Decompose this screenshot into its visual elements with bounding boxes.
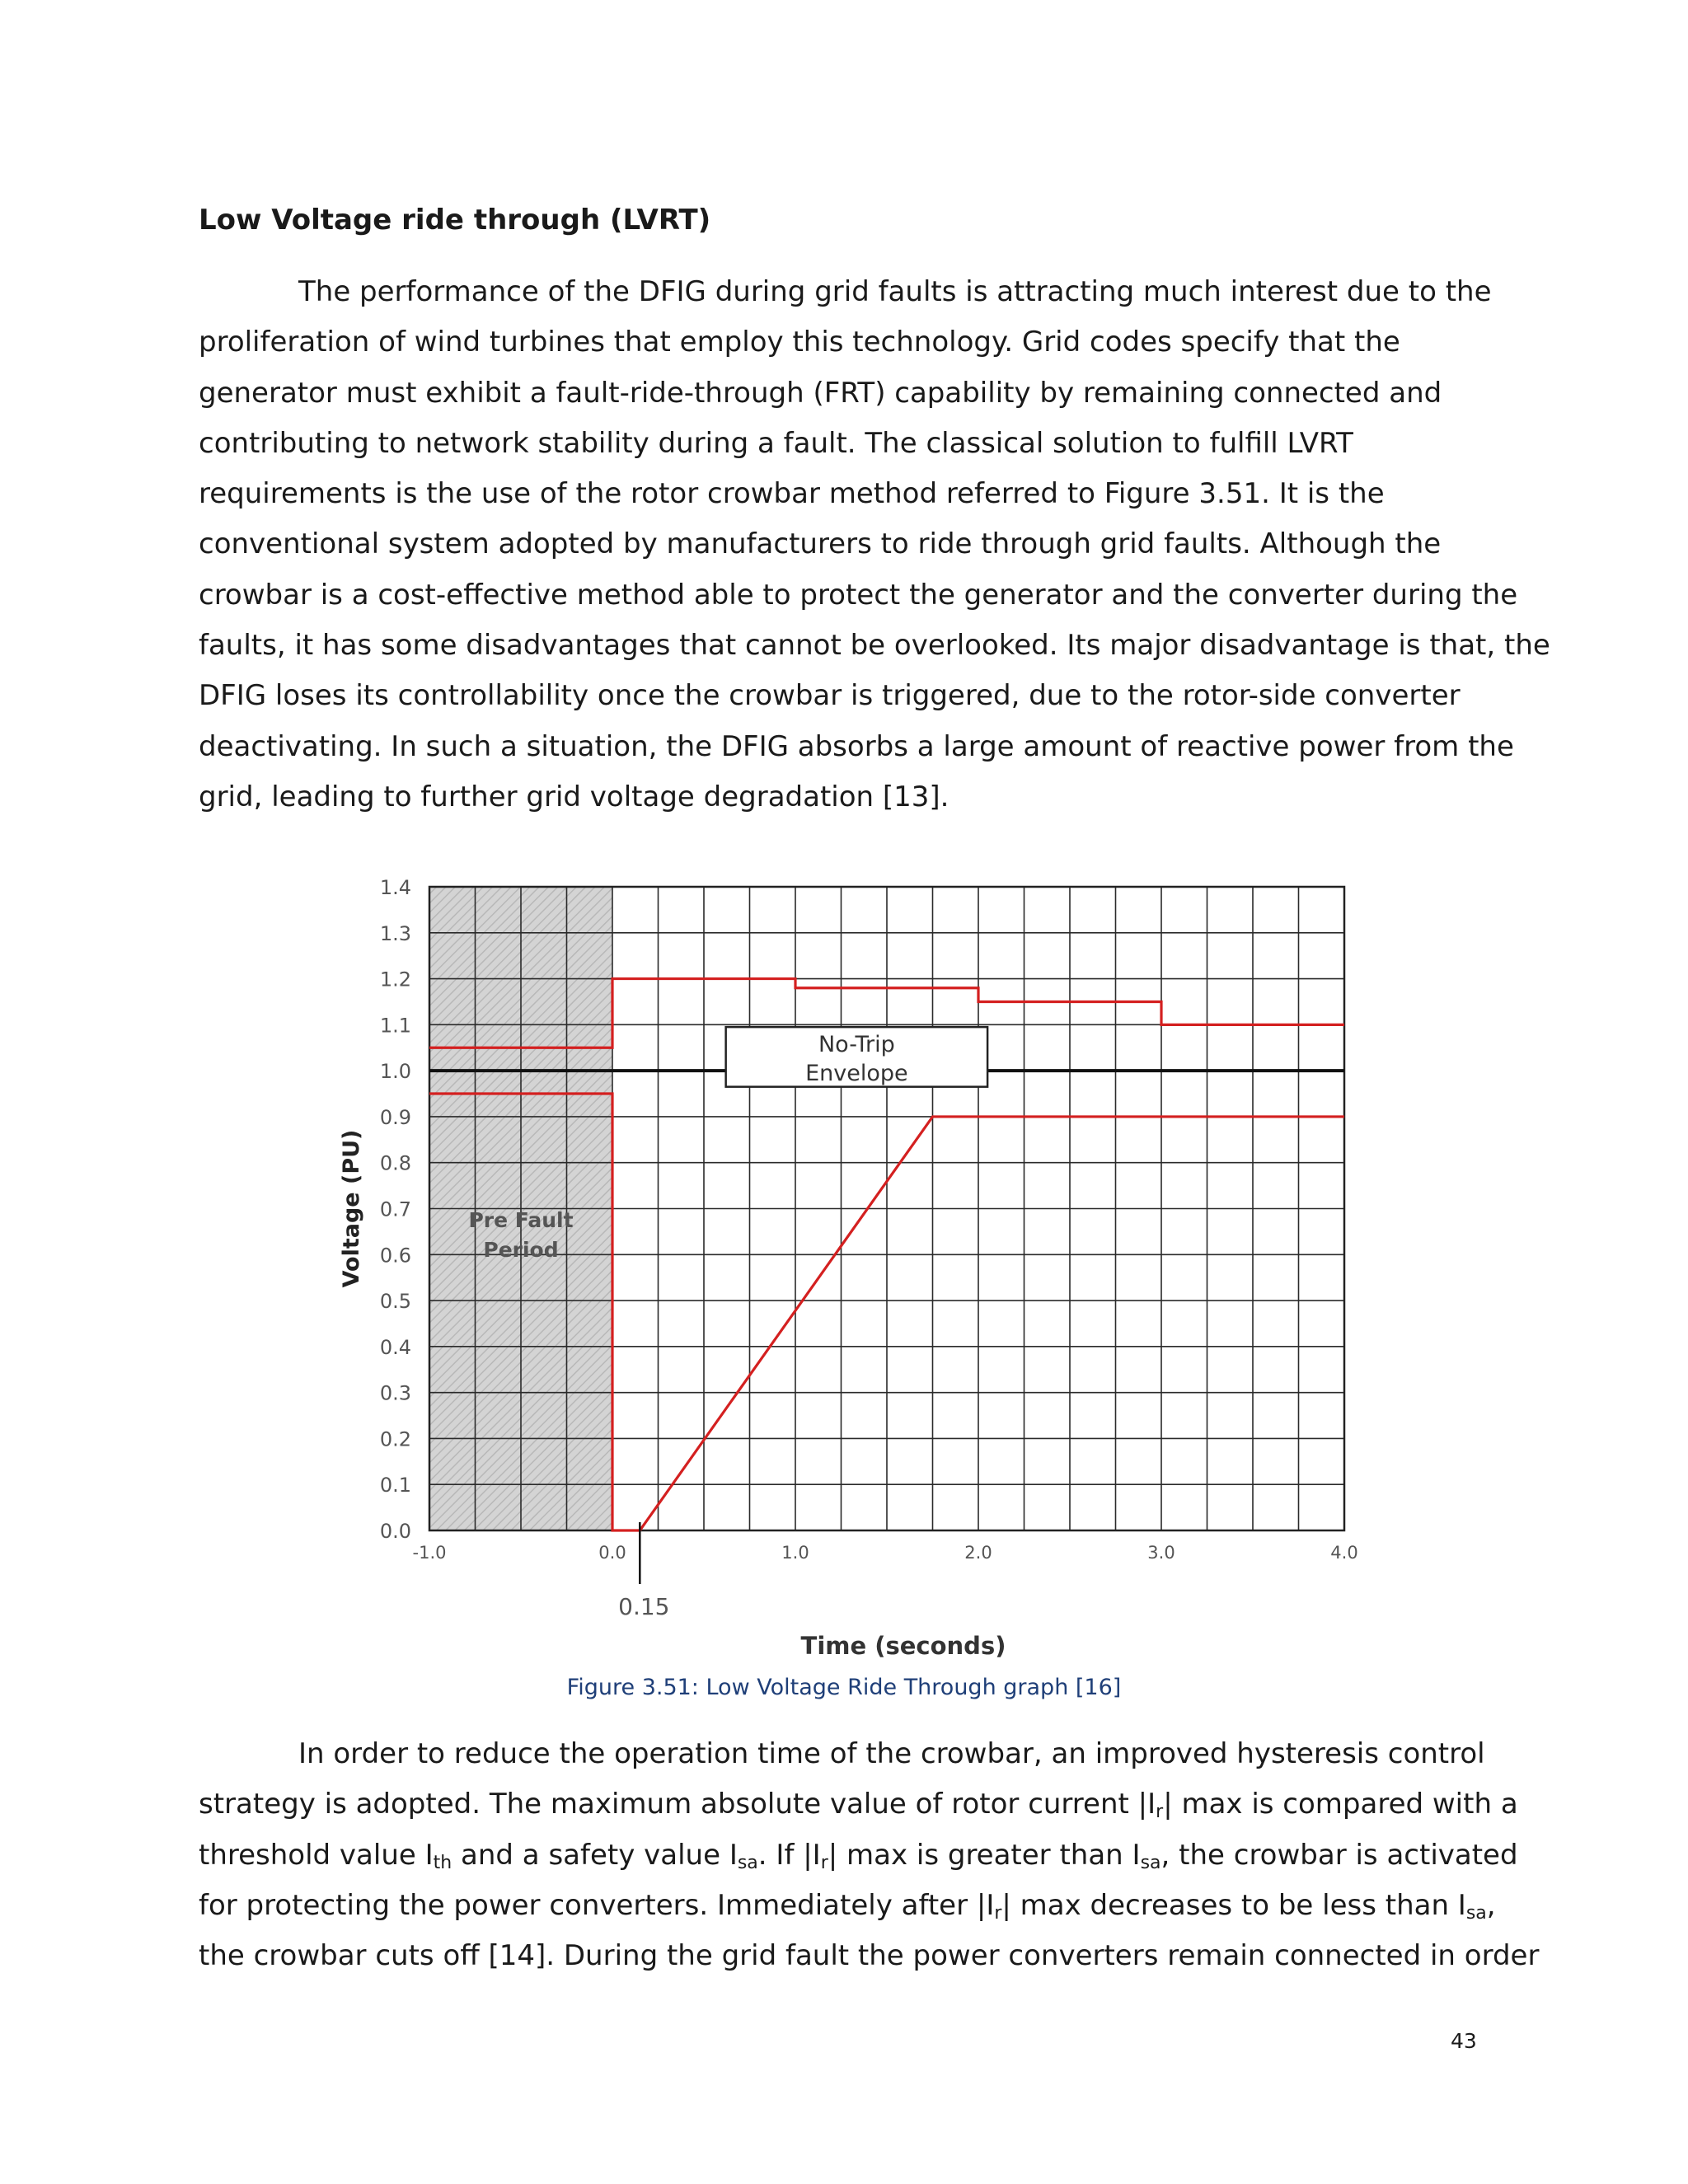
text-run: | max is greater than I — [828, 1838, 1141, 1872]
paragraph-line: requirements is the use of the rotor crowbar method referred to Figure 3.51. It is the — [199, 477, 1385, 511]
x-tick-label: 4.0 — [1330, 1543, 1358, 1563]
y-tick-label: 0.8 — [379, 1151, 411, 1175]
paragraph-line — [199, 1830, 1518, 1881]
subscript: r — [994, 1902, 1002, 1924]
subscript: r — [1156, 1802, 1164, 1823]
subscript: r — [820, 1852, 828, 1873]
paragraph-line: In order to reduce the operation time of the crowbar, an improved hysteresis control — [298, 1737, 1485, 1770]
paragraph-line — [199, 1779, 1518, 1830]
text-run: , the crowbar is activated — [1160, 1838, 1518, 1872]
subscript: sa — [737, 1852, 758, 1873]
text-run: , — [1486, 1888, 1496, 1922]
section-heading: Low Voltage ride through (LVRT) — [199, 204, 711, 237]
x-tick-label: 3.0 — [1147, 1543, 1175, 1563]
paragraph-1 — [199, 267, 1550, 823]
x-tick-label: 2.0 — [964, 1543, 992, 1563]
y-tick-label: 1.2 — [379, 968, 411, 991]
paragraph-line: the crowbar cuts off [14]. During the grid fault the power converters remain connected in order — [199, 1939, 1540, 1973]
paragraph-line: deactivating. In such a situation, the DFIG absorbs a large amount of reactive power from the — [199, 729, 1514, 763]
paragraph-line: The performance of the DFIG during grid faults is attracting much interest due to the — [298, 275, 1492, 308]
y-tick-label: 0.1 — [379, 1474, 411, 1497]
y-tick-label: 0.4 — [379, 1335, 411, 1359]
y-tick-label: 0.0 — [379, 1520, 411, 1543]
lvrt-chart — [321, 861, 1385, 1665]
text-run: for protecting the power converters. Immediately after |I — [199, 1888, 995, 1922]
y-tick-label: 1.1 — [379, 1014, 411, 1038]
figure-caption: Figure 3.51: Low Voltage Ride Through graph [16] — [566, 1675, 1122, 1700]
paragraph-line: crowbar is a cost-effective method able to protect the generator and the converter during the — [199, 578, 1518, 612]
text-run: and a safety value I — [452, 1838, 738, 1872]
text-run: strategy is adopted. The maximum absolute value of rotor current |I — [199, 1788, 1156, 1821]
annotation-label: 0.15 — [618, 1593, 670, 1620]
paragraph-line: grid, leading to further grid voltage degradation [13]. — [199, 780, 950, 813]
paragraph-line: proliferation of wind turbines that employ this technology. Grid codes specify that the — [199, 326, 1400, 359]
paragraph-line: conventional system adopted by manufacturers to ride through grid faults. Although the — [199, 527, 1442, 561]
paragraph-line: DFIG loses its controllability once the crowbar is triggered, due to the rotor-side converter — [199, 679, 1461, 713]
y-tick-label: 1.3 — [379, 921, 411, 945]
text-run: . If |I — [757, 1838, 821, 1872]
y-tick-label: 0.9 — [379, 1105, 411, 1129]
x-tick-label: -1.0 — [412, 1543, 447, 1563]
paragraph-line: generator must exhibit a fault-ride-through (FRT) capability by remaining connected and — [199, 376, 1442, 410]
y-axis-title: Voltage (PU) — [339, 1129, 364, 1288]
y-tick-label: 0.7 — [379, 1197, 411, 1221]
y-tick-label: 1.0 — [379, 1060, 411, 1084]
page-number: 43 — [1451, 2029, 1477, 2053]
paragraph-line: contributing to network stability during a fault. The classical solution to fulfill LVRT — [199, 426, 1353, 460]
y-tick-label: 0.2 — [379, 1427, 411, 1451]
subscript: sa — [1140, 1852, 1161, 1873]
lvrt-figure — [321, 861, 1385, 1665]
y-tick-label: 0.6 — [379, 1244, 411, 1268]
y-tick-label: 1.4 — [379, 876, 411, 899]
y-tick-label: 0.3 — [379, 1381, 411, 1405]
subscript: th — [433, 1852, 452, 1873]
envelope-label: Envelope — [805, 1061, 908, 1087]
x-tick-label: 1.0 — [781, 1543, 809, 1563]
paragraph-2 — [199, 1729, 1540, 1981]
text-run: | max is compared with a — [1163, 1788, 1518, 1821]
pre-fault-label: Pre Fault — [468, 1207, 574, 1232]
y-tick-label: 0.5 — [379, 1290, 411, 1314]
subscript: sa — [1465, 1902, 1487, 1924]
period-label: Period — [483, 1238, 559, 1263]
paragraph-line — [199, 1881, 1496, 1931]
no-trip-label: No-Trip — [818, 1032, 895, 1058]
text-run: | max decreases to be less than I — [1001, 1888, 1466, 1922]
paragraph-line: faults, it has some disadvantages that cannot be overlooked. Its major disadvantage is that, the — [199, 629, 1550, 663]
x-tick-label: 0.0 — [598, 1543, 626, 1563]
x-axis-title: Time (seconds) — [800, 1632, 1006, 1660]
text-run: threshold value I — [199, 1838, 434, 1872]
